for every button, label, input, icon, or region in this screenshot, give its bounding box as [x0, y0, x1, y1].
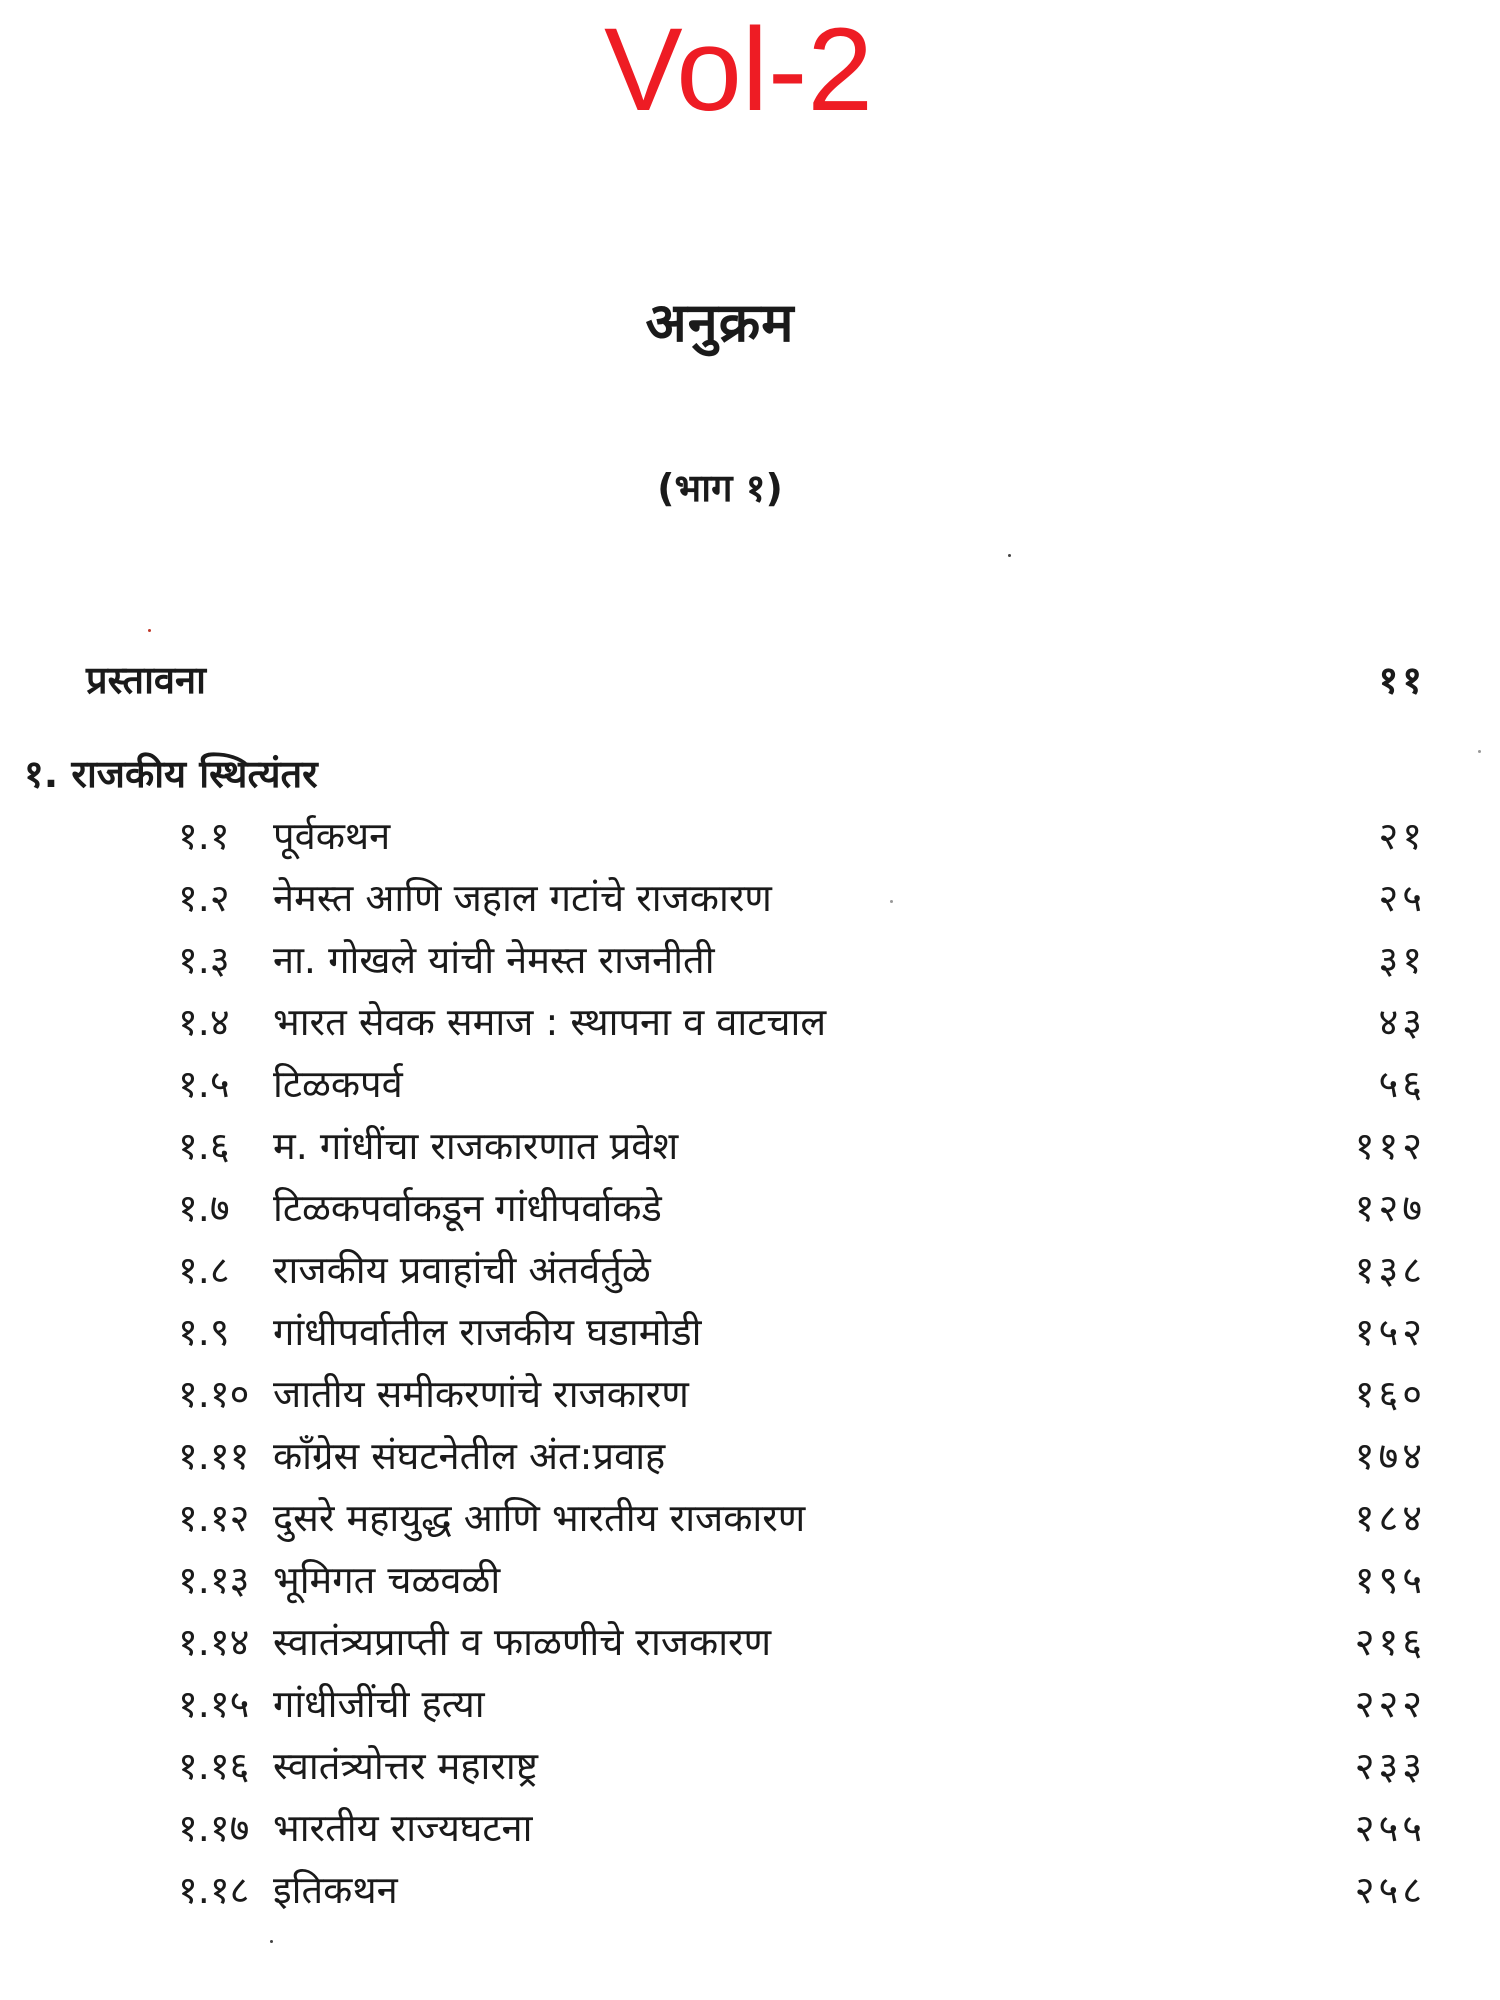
toc-row-chapter [0, 745, 1500, 803]
section-title: जातीय समीकरणांचे राजकारण [273, 1372, 689, 1416]
section-number: १.७ [178, 1186, 230, 1230]
toc-row [0, 1799, 1500, 1857]
section-title: भूमिगत चळवळी [273, 1558, 501, 1602]
toc-page-number: १८४ [1354, 1496, 1426, 1540]
section-title: पूर्वकथन [273, 814, 391, 858]
toc-entry-label [178, 807, 390, 865]
toc-entry-label [178, 1365, 689, 1423]
toc-entry-label [178, 1861, 398, 1919]
scan-speck [1008, 554, 1011, 557]
toc-row [0, 1055, 1500, 1113]
toc-row [0, 1489, 1500, 1547]
section-number: १.१६ [178, 1744, 250, 1788]
toc-page-number: १३८ [1354, 1248, 1426, 1292]
section-number: १.१ [178, 814, 230, 858]
toc-page-number: २२२ [1354, 1682, 1426, 1726]
section-title: नेमस्त आणि जहाल गटांचे राजकारण [273, 876, 772, 920]
scan-speck [890, 900, 893, 903]
toc-page-number: २५५ [1354, 1806, 1426, 1850]
section-title: इतिकथन [273, 1868, 398, 1912]
toc-entry-label [178, 1799, 532, 1857]
toc-entry-label [178, 1055, 403, 1113]
toc-page-number: २५८ [1354, 1868, 1426, 1912]
section-title: भारत सेवक समाज : स्थापना व वाटचाल [273, 1000, 827, 1044]
section-number: १.२ [178, 876, 230, 920]
toc-row [0, 1613, 1500, 1671]
scan-speck [270, 1940, 273, 1943]
toc-row [0, 1117, 1500, 1175]
toc-row [0, 1241, 1500, 1299]
section-title: टिळकपर्वाकडून गांधीपर्वाकडे [273, 1186, 662, 1230]
scan-speck [148, 629, 151, 632]
section-number: १.१३ [178, 1558, 250, 1602]
toc-page-number: १७४ [1354, 1434, 1426, 1478]
scan-speck [1478, 750, 1481, 753]
section-title: म. गांधींचा राजकारणात प्रवेश [273, 1124, 679, 1168]
section-title: काँग्रेस संघटनेतील अंत:प्रवाह [273, 1434, 666, 1478]
section-number: १.१४ [178, 1620, 250, 1664]
toc-page-number: ११२ [1354, 1124, 1426, 1168]
toc-page-number: २३३ [1354, 1744, 1426, 1788]
volume-label: Vol-2 [604, 4, 873, 136]
toc-row [0, 869, 1500, 927]
toc-entry-label [178, 1117, 678, 1175]
toc-page-number: ३१ [1378, 938, 1426, 982]
toc-entry-label [178, 1489, 805, 1547]
toc-page-number: २५ [1378, 876, 1426, 920]
toc-row [0, 1551, 1500, 1609]
toc-entry-label [178, 1737, 538, 1795]
toc-row [0, 1179, 1500, 1237]
section-title: गांधीपर्वातील राजकीय घडामोडी [273, 1310, 702, 1354]
section-title: ना. गोखले यांची नेमस्त राजनीती [273, 938, 715, 982]
toc-entry-label [178, 1675, 485, 1733]
toc-row [0, 807, 1500, 865]
toc-page-number: ११ [1378, 658, 1426, 702]
toc-row-preface [0, 651, 1500, 709]
toc-page-number: १९५ [1354, 1558, 1426, 1602]
section-title: स्वातंत्र्यप्राप्ती व फाळणीचे राजकारण [273, 1620, 772, 1664]
toc-row [0, 1427, 1500, 1485]
toc-entry-label [178, 1303, 701, 1361]
toc-row [0, 993, 1500, 1051]
toc-entry-label [178, 1241, 651, 1299]
section-title: टिळकपर्व [273, 1062, 403, 1106]
toc-page-number: २१ [1378, 814, 1426, 858]
toc-entry-label [178, 1551, 500, 1609]
section-title: भारतीय राज्यघटना [273, 1806, 533, 1850]
toc-page-number: २१६ [1354, 1620, 1426, 1664]
section-number: १.१५ [178, 1682, 250, 1726]
section-number: १.१७ [178, 1806, 250, 1850]
section-number: १.१२ [178, 1496, 250, 1540]
toc-row [0, 1861, 1500, 1919]
toc-row [0, 1303, 1500, 1361]
toc-entry-label: प्रस्तावना [86, 658, 206, 702]
section-number: १.५ [178, 1062, 230, 1106]
toc-entry-label [178, 1179, 662, 1237]
toc-page-number: १२७ [1354, 1186, 1426, 1230]
section-title: गांधीजींची हत्या [273, 1682, 485, 1726]
section-number: १.६ [178, 1124, 230, 1168]
section-number: १.१० [178, 1372, 250, 1416]
toc-row [0, 1365, 1500, 1423]
toc-entry-label [178, 869, 772, 927]
part-label: (भाग १) [657, 466, 783, 510]
toc-row [0, 931, 1500, 989]
chapter-heading: १. राजकीय स्थित्यंतर [24, 752, 318, 796]
toc-page-number: ४३ [1378, 1000, 1426, 1044]
section-number: १.८ [178, 1248, 230, 1292]
section-number: १.११ [178, 1434, 250, 1478]
section-title: राजकीय प्रवाहांची अंतर्वर्तुळे [273, 1248, 651, 1292]
section-title: स्वातंत्र्योत्तर महाराष्ट्र [273, 1744, 538, 1788]
section-number: १.९ [178, 1310, 230, 1354]
section-number: १.४ [178, 1000, 230, 1044]
section-number: १.१८ [178, 1868, 250, 1912]
toc-page-number: १६० [1354, 1372, 1426, 1416]
toc-entry-label [178, 993, 826, 1051]
toc-row [0, 1737, 1500, 1795]
toc-page-number: १५२ [1354, 1310, 1426, 1354]
toc-entry-label [178, 931, 715, 989]
contents-heading: अनुक्रम [645, 291, 795, 354]
section-number: १.३ [178, 938, 230, 982]
toc-page-number: ५६ [1378, 1062, 1426, 1106]
toc-entry-label [178, 1613, 771, 1671]
toc-row [0, 1675, 1500, 1733]
section-title: दुसरे महायुद्ध आणि भारतीय राजकारण [273, 1496, 806, 1540]
toc-entry-label [178, 1427, 665, 1485]
